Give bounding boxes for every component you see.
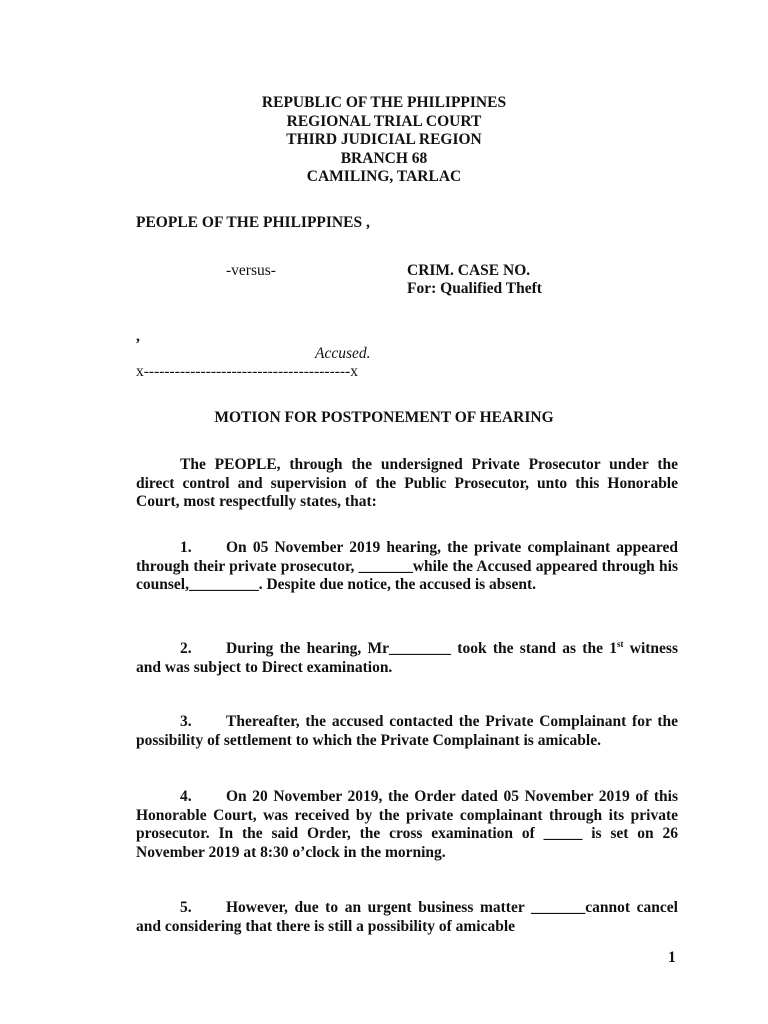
header-region: THIRD JUDICIAL REGION	[286, 131, 482, 148]
paragraph-2	[136, 640, 678, 677]
paragraph-text-cont: witness and was subject to Direct examination.	[136, 640, 678, 676]
paragraph-number: 2.	[180, 640, 192, 657]
page-number: 1	[668, 949, 676, 966]
caption-divider: x----------------------------------------x	[136, 363, 358, 380]
paragraph-text: On 05 November 2019 hearing, the private complainant appeared through their private prosecutor, _______while the Accused appeared through his counsel,_________. Despite due notice, the accused is absent.	[136, 539, 678, 593]
paragraph-3	[136, 713, 678, 750]
paragraph-number: 1.	[180, 539, 192, 556]
ordinal-suffix: st	[617, 638, 624, 649]
motion-title: MOTION FOR POSTPONEMENT OF HEARING	[214, 409, 554, 426]
paragraph-4	[136, 788, 678, 862]
intro-text: The PEOPLE, through the undersigned Private Prosecutor under the direct control and supervision of the Public Prosecutor, unto this Honorable Court, most respectfully states, that:	[136, 456, 678, 510]
paragraph-text: However, due to an urgent business matter _______cannot cancel and considering that there is still a possibility of amicable	[136, 899, 678, 935]
court-header	[0, 94, 768, 187]
versus-label: -versus-	[226, 262, 276, 279]
paragraph-text: On 20 November 2019, the Order dated 05 November 2019 of this Honorable Court, was received by the private complainant through its private prosecutor. In the said Order, the cross examination of _____ is set on 26 November 2019 at 8:30 o’clock in the morning.	[136, 788, 678, 861]
paragraph-1	[136, 539, 678, 595]
paragraph-number: 3.	[180, 713, 192, 730]
header-court: REGIONAL TRIAL COURT	[286, 112, 482, 130]
paragraph-number: 5.	[180, 899, 192, 916]
header-branch: BRANCH 68	[340, 149, 428, 167]
header-location: CAMILING, TARLAC	[306, 168, 462, 185]
case-number: CRIM. CASE NO.	[407, 262, 531, 279]
paragraph-text: Thereafter, the accused contacted the Private Complainant for the possibility of settlement to which the Private Complainant is amicable.	[136, 713, 678, 749]
intro-paragraph	[136, 456, 678, 512]
accused-label: Accused.	[315, 345, 371, 362]
paragraph-number: 4.	[180, 788, 192, 805]
header-republic: REPUBLIC OF THE PHILIPPINES	[261, 94, 507, 111]
offense-label: For: Qualified Theft	[407, 280, 542, 297]
paragraph-5	[136, 899, 678, 936]
accused-name-blank: ,	[136, 328, 140, 345]
plaintiff-name: PEOPLE OF THE PHILIPPINES ,	[136, 214, 370, 231]
paragraph-text: During the hearing, Mr________ took the stand as the 1	[226, 640, 617, 657]
